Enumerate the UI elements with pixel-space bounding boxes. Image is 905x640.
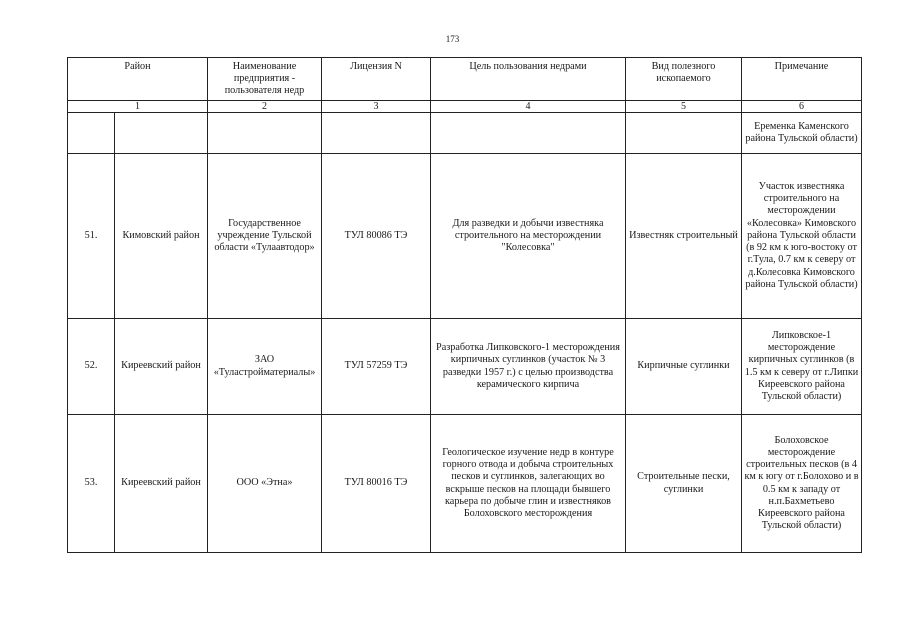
mineral-cell: Кирпичные суглинки: [626, 319, 742, 415]
empty-cell: [626, 113, 742, 154]
column-number: 2: [208, 101, 322, 113]
table-row: [68, 415, 862, 553]
note-cell: Участок известняка строительного на месторождении «Колесовка» Кимовского района Тульской области (в 92 км к юго-востоку от г.Тула, 0.7 км к северу от д.Колесовка Кимовского района Тульской области): [742, 154, 862, 319]
row-number: 53.: [68, 415, 115, 553]
continuation-note: Еременка Каменского района Тульской области): [742, 113, 862, 154]
district-cell: Киреевский район: [115, 415, 208, 553]
row-number: 52.: [68, 319, 115, 415]
empty-cell: [208, 113, 322, 154]
column-number: 6: [742, 101, 862, 113]
empty-cell: [431, 113, 626, 154]
table-row: [68, 319, 862, 415]
column-number: 5: [626, 101, 742, 113]
license-cell: ТУЛ 57259 ТЭ: [322, 319, 431, 415]
note-cell: Болоховское месторождение строительных песков (в 4 км к югу от г.Болохово и в 0.5 км к западу от н.п.Бахметьево Киреевского района Тульской области): [742, 415, 862, 553]
header-note: Примечание: [742, 58, 862, 101]
header-row: [68, 58, 862, 101]
header-purpose: Цель пользования недрами: [431, 58, 626, 101]
row-number: 51.: [68, 154, 115, 319]
column-number-row: [68, 101, 862, 113]
column-number: 1: [68, 101, 208, 113]
empty-cell: [115, 113, 208, 154]
header-district: Район: [68, 58, 208, 101]
continuation-row: [68, 113, 862, 154]
enterprise-cell: ООО «Этна»: [208, 415, 322, 553]
district-cell: Киреевский район: [115, 319, 208, 415]
enterprise-cell: ЗАО «Туластройматериалы»: [208, 319, 322, 415]
mineral-cell: Строительные пески, суглинки: [626, 415, 742, 553]
empty-cell: [68, 113, 115, 154]
mineral-cell: Известняк строительный: [626, 154, 742, 319]
license-cell: ТУЛ 80016 ТЭ: [322, 415, 431, 553]
purpose-cell: Геологическое изучение недр в контуре горного отвода и добыча строительных песков и суглинков, залегающих во вскрыше песков на площади бывшего карьера по добыче глин и известняков Болоховского месторождения: [431, 415, 626, 553]
column-number: 4: [431, 101, 626, 113]
header-license: Лицензия N: [322, 58, 431, 101]
table-row: [68, 154, 862, 319]
purpose-cell: Для разведки и добычи известняка строительного на месторождении "Колесовка": [431, 154, 626, 319]
subsoil-license-table: [67, 57, 862, 553]
license-cell: ТУЛ 80086 ТЭ: [322, 154, 431, 319]
empty-cell: [322, 113, 431, 154]
header-mineral: Вид полезного ископаемого: [626, 58, 742, 101]
header-enterprise: Наименование предприятия - пользователя недр: [208, 58, 322, 101]
enterprise-cell: Государственное учреждение Тульской области «Тулаавтодор»: [208, 154, 322, 319]
column-number: 3: [322, 101, 431, 113]
district-cell: Кимовский район: [115, 154, 208, 319]
purpose-cell: Разработка Липковского-1 месторождения кирпичных суглинков (участок № 3 разведки 1957 г.) с целью производства керамического кирпича: [431, 319, 626, 415]
note-cell: Липковское-1 месторождение кирпичных суглинков (в 1.5 км к северу от г.Липки Киреевского района Тульской области): [742, 319, 862, 415]
page-number: 173: [445, 34, 460, 44]
